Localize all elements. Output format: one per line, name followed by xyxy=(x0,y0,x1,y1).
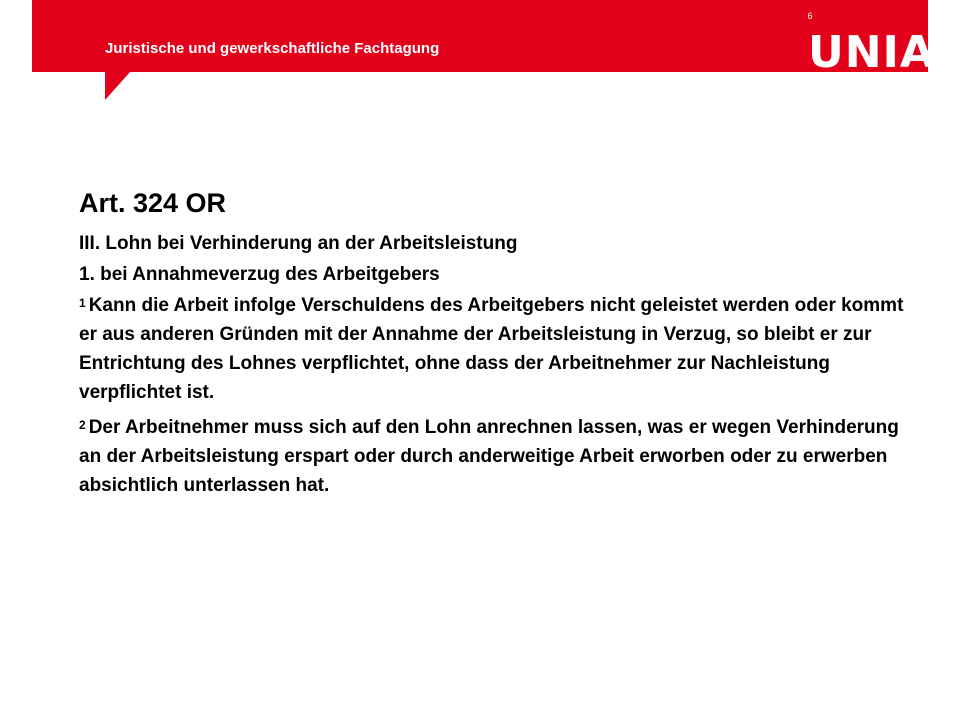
header-banner xyxy=(0,0,960,100)
paragraph-2 xyxy=(79,413,909,500)
article-heading: Art. 324 OR xyxy=(79,188,227,218)
subsection-heading: 1. bei Annahmeverzug des Arbeitgebers xyxy=(79,264,440,285)
paragraph-text: Der Arbeitnehmer muss sich auf den Lohn anrechnen lassen, was er wegen Verhinderung an der Arbeitsleistung erspart oder durch anderweitige Arbeit erworben oder zu erwerben absichtlich unterlassen hat. xyxy=(79,417,899,496)
unia-logo: UNIA xyxy=(808,27,935,78)
page-number: 6 xyxy=(807,11,813,21)
paragraph-number: 1 xyxy=(79,296,86,310)
paragraph-text: Kann die Arbeit infolge Verschuldens des Arbeitgebers nicht geleistet werden oder kommt er aus anderen Gründen mit der Annahme der Arbeitsleistung in Verzug, so bleibt er zur Entrichtung des Lohnes verpflichtet, ohne dass der Arbeitnehmer zur Nachleistung verpflichtet ist. xyxy=(79,295,904,403)
article-content xyxy=(79,186,909,506)
section-heading: III. Lohn bei Verhinderung an der Arbeitsleistung xyxy=(79,233,518,254)
paragraph-1 xyxy=(79,291,909,407)
paragraph-number: 2 xyxy=(79,418,86,432)
event-title: Juristische und gewerkschaftliche Fachtagung xyxy=(105,40,440,57)
